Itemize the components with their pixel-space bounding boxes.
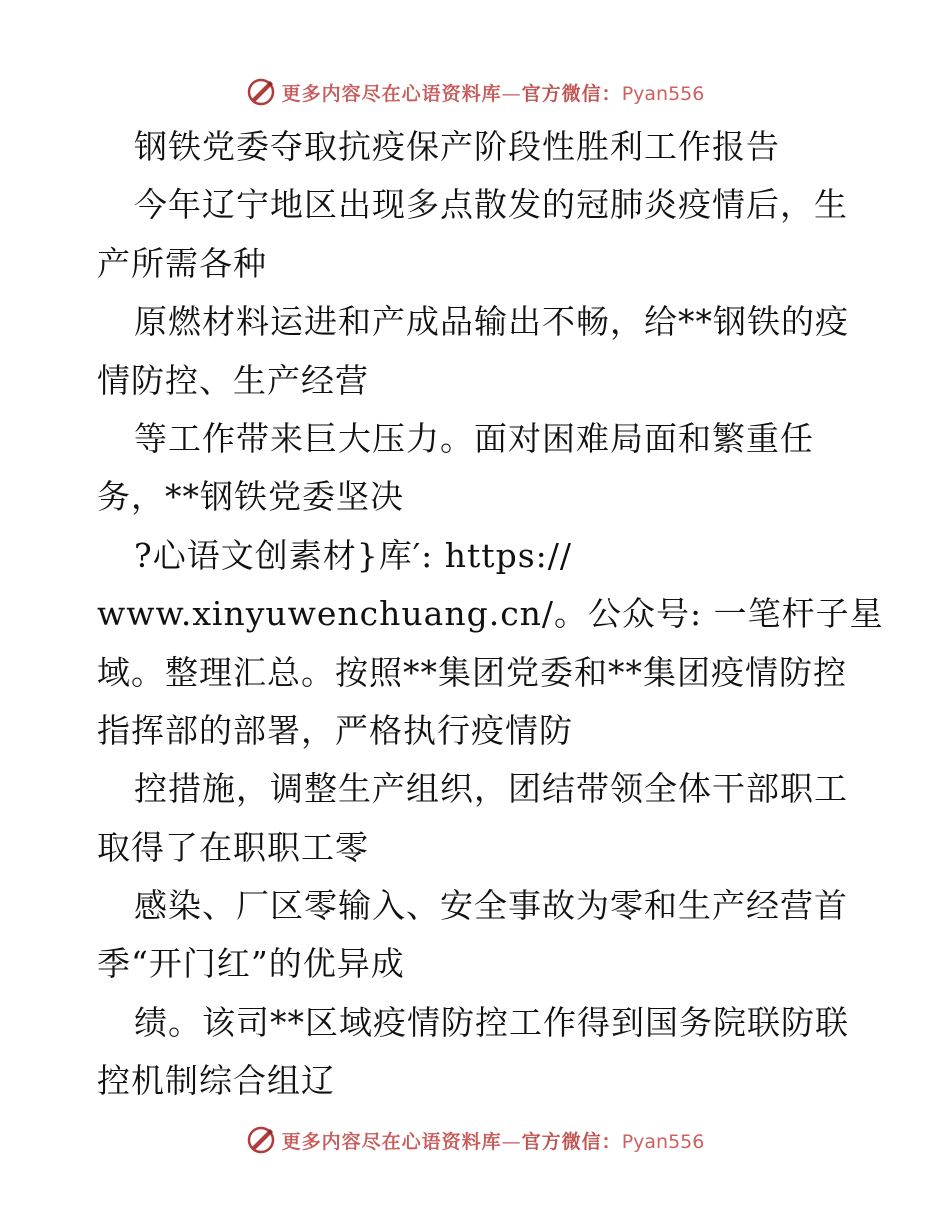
body-line: 指挥部的部署，严格执行疫情防 bbox=[97, 710, 573, 750]
document-title: 钢铁党委夺取抗疫保产阶段性胜利工作报告 bbox=[134, 127, 780, 166]
header-wechat-label: 官方微信： bbox=[521, 82, 622, 105]
body-line: 感染、厂区零输入、安全事故为零和生产经营首 bbox=[134, 886, 848, 926]
header-separator: — bbox=[501, 82, 522, 105]
body-line: 域。整理汇总。按照**集团党委和**集团疫情防控 bbox=[97, 652, 847, 692]
header-wechat-id: Pyan556 bbox=[621, 82, 705, 105]
body-line: 产所需各种 bbox=[97, 243, 267, 283]
body-line: 今年辽宁地区出现多点散发的冠肺炎疫情后，生 bbox=[134, 185, 848, 225]
body-line: www.xinyuwenchuang.cn/。公众号: 一笔杆子星 bbox=[97, 594, 884, 634]
body-line: 取得了在职职工零 bbox=[97, 827, 369, 867]
body-line: 绩。该司**区域疫情防控工作得到国务院联防联 bbox=[134, 1002, 849, 1042]
footer-watermark bbox=[0, 1120, 950, 1160]
footer-wechat-id: Pyan556 bbox=[621, 1130, 705, 1153]
body-line: 控机制综合组辽 bbox=[97, 1061, 335, 1101]
header-main-text: 更多内容尽在心语资料库 bbox=[281, 82, 502, 105]
body-line: ?心语文创素材}库′: https:// bbox=[134, 535, 572, 575]
brand-logo-icon bbox=[246, 77, 276, 107]
body-line: 情防控、生产经营 bbox=[97, 360, 369, 400]
footer-separator: — bbox=[501, 1130, 522, 1153]
footer-main-text: 更多内容尽在心语资料库 bbox=[281, 1130, 502, 1153]
body-line: 原燃材料运进和产成品输出不畅，给**钢铁的疫 bbox=[134, 302, 849, 342]
body-line: 等工作带来巨大压力。面对困难局面和繁重任 bbox=[134, 418, 814, 458]
document-body bbox=[97, 118, 884, 1111]
body-line: 务，**钢铁党委坚决 bbox=[97, 477, 404, 517]
brand-logo-icon bbox=[246, 1125, 276, 1155]
footer-wechat-label: 官方微信： bbox=[521, 1130, 622, 1153]
body-line: 控措施，调整生产组织，团结带领全体干部职工 bbox=[134, 769, 848, 809]
body-line: 季“开门红”的优异成 bbox=[97, 944, 405, 984]
header-watermark bbox=[0, 72, 950, 112]
